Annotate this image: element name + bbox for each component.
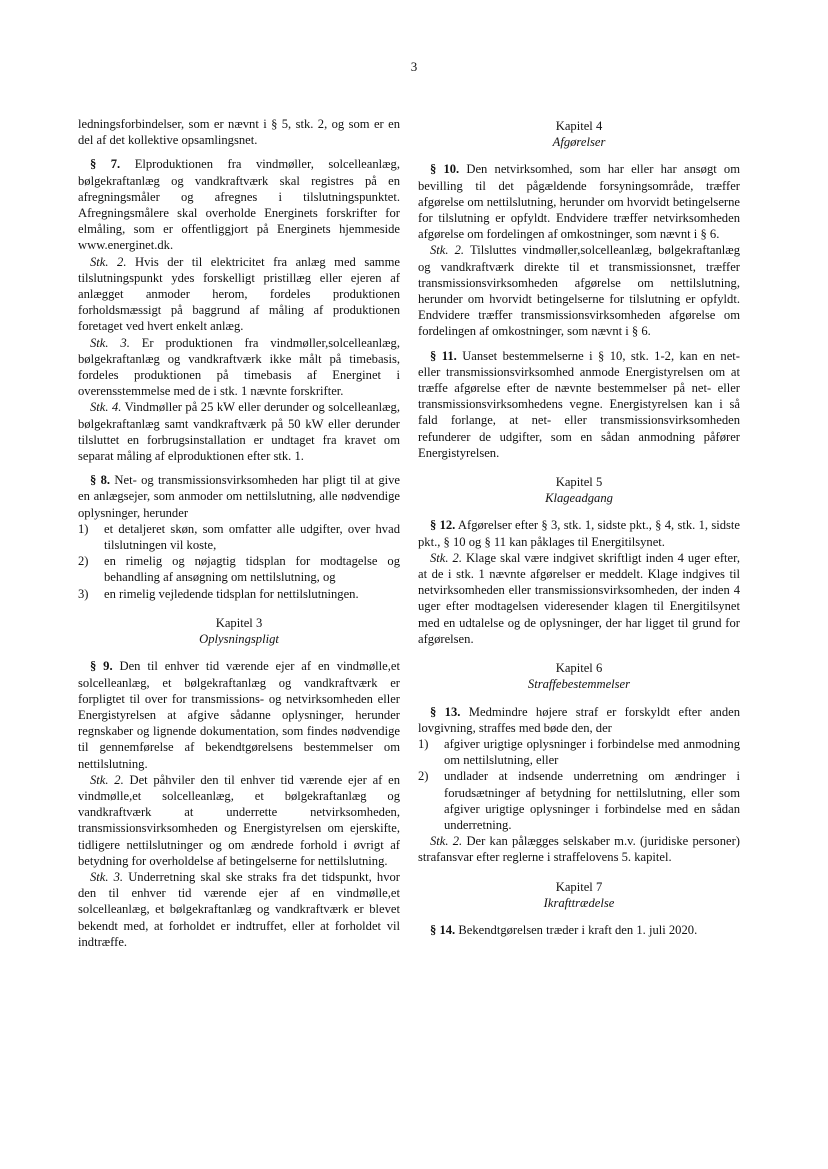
section-13-mark: § 13. — [430, 704, 461, 719]
section-7-stk-2 — [78, 254, 400, 335]
stk-label: Stk. 4. — [90, 400, 122, 415]
stk-text: Klage skal være indgivet skriftligt inden 4 uger efter, at de i stk. 1 nævnte afgørelser er meddelt. Klage indgives til netvirksomheden eller transmissionsvirksomheden, der inden 4 uger efter modtagelsen videresender klagen til Energitilsynet med en udtalelse og de oplysninger, der har ligget til grund for afgørelsen. — [418, 550, 740, 646]
chapter-5-title: Klageadgang — [545, 491, 613, 506]
section-8-text: Net- og transmissionsvirksomheden har pligt til at give en anlægsejer, som anmoder om nettilslutning, alle nødvendige oplysninger, herunder — [78, 473, 401, 520]
section-9-text: Den til enhver tid værende ejer af en vindmølle,et solcelleanlæg, et bølgekraftanlæg og vandkraftværk er forpligtet til over for transmissions- og netvirksomheden eller Energistyrelsen at afgive sådanne oplysninger, herunder regnskaber og lignende dokumentation, som findes nødvendige til gennemførelse af bekendtgørelsens bestemmelser om nettilslutning. — [78, 659, 400, 771]
section-12 — [418, 517, 740, 549]
chapter-3-title: Oplysningspligt — [199, 632, 279, 647]
list-item — [78, 521, 400, 553]
section-13-text: Medmindre højere straf er forskyldt efter anden lovgivning, straffes med bøde den, der — [418, 704, 741, 735]
section-12-mark: § 12. — [430, 518, 456, 533]
section-7 — [78, 156, 400, 253]
section-14-text: Bekendtgørelsen træder i kraft den 1. juli 2020. — [458, 922, 698, 937]
stk-text: Det påhviler den til enhver tid værende ejer af en vindmølle,et solcelleanlæg, et bølgekraftanlæg og vandkraftværk at underrette netvirksomheden, transmissionsvirksomheden og Energistyrelsen om ejerskifte, tidligere nettilslutninger og om ændrede forhold i øvrigt af betydning for overholdelse af betingelserne for nettilslutning. — [78, 772, 400, 868]
chapter-6-title: Straffebestemmelser — [527, 677, 631, 692]
list-text: en rimelig og nøjagtig tidsplan for modtagelse og behandling af ansøgning om nettilslutning, og — [104, 554, 400, 585]
section-11-mark: § 11. — [430, 348, 457, 363]
list-number: 3) — [78, 586, 89, 601]
list-number: 1) — [78, 521, 89, 536]
stk-text: Tilsluttes vindmøller,solcelleanlæg, bølgekraftanlæg og vandkraftværk direkte til et transmissionsnet, træffer transmissionsvirksomheden afgørelse om nettilslutning, herunder om hvorvidt betingelserne for tilslutning er opfyldt. Endvidere træffer transmissionsvirksomheden afgørelse om fordelingen af omkostninger, som nævnt i § 6. — [418, 243, 741, 339]
section-12-stk-2 — [418, 550, 740, 647]
left-column — [78, 116, 400, 950]
list-item — [78, 586, 400, 602]
section-13-stk-2 — [418, 833, 740, 865]
section-14 — [418, 922, 740, 938]
list-text: et detaljeret skøn, som omfatter alle udgifter, over hvad tilslutningen vil koste, — [104, 521, 400, 553]
section-9-stk-3 — [78, 869, 400, 950]
intro-continuation: ledningsforbindelser, som er nævnt i § 5, stk. 2, og som er en del af det kollektive opsamlingsnet. — [78, 117, 400, 148]
section-8 — [78, 472, 400, 521]
section-10-text: Den netvirksomhed, som har eller har ansøgt om bevilling til det pågældende forsyningsområde, træffer afgørelse om nettilslutning, herunder om hvorvidt betingelserne for tilslutning er opfyldt. Endvidere træffer netvirksomheden afgørelse om fordelingen af omkostninger, som nævnt i § 6. — [418, 162, 740, 242]
chapter-7-title: Ikrafttrædelse — [543, 895, 615, 910]
page-number: 3 — [410, 59, 418, 74]
stk-label: Stk. 3. — [90, 335, 130, 350]
section-8-list — [78, 521, 400, 602]
chapter-4-title: Afgørelser — [552, 135, 606, 150]
stk-text: Der kan pålægges selskaber m.v. (juridiske personer) strafansvar efter reglerne i straffelovens 5. kapitel. — [418, 834, 740, 865]
stk-label: Stk. 2. — [90, 772, 124, 787]
section-13 — [418, 704, 740, 736]
section-12-text: Afgørelser efter § 3, stk. 1, sidste pkt., § 4, stk. 1, sidste pkt., § 10 og § 11 kan påklages til Energitilsynet. — [418, 518, 740, 549]
stk-label: Stk. 2. — [90, 254, 127, 269]
stk-label: Stk. 2. — [430, 834, 463, 849]
chapter-3-label: Kapitel 3 — [215, 615, 263, 630]
chapter-4-label: Kapitel 4 — [555, 119, 603, 133]
section-10 — [418, 161, 740, 242]
section-11-text: Uanset bestemmelserne i § 10, stk. 1-2, kan en net- eller transmissionsvirksomhed anmode Energistyrelsen om at træffe afgørelse efter de nævnte bestemmelser på net- eller transmissionsvirksomhedens vegne. Energistyrelsen kan i så fald forlange, at net- eller transmissionsvirksomheden refunderer de udgifter, som en sådan anmodning påfører Energistyrelsen. — [418, 348, 740, 460]
stk-text: Vindmøller på 25 kW eller derunder og solcelleanlæg, bølgekraftanlæg samt vandkraftværk på 50 kW eller derunder tilsluttet en forbrugsinstallation er undtaget fra kravet om separat måling af elproduktionen efter stk. 1. — [78, 400, 400, 464]
list-text: undlader at indsende underretning om ændringer i forudsætninger af betydning for nettilslutning, eller som afgiver urigtige oplysninger i forbindelse med en sådan underretning. — [444, 769, 740, 832]
list-text: afgiver urigtige oplysninger i forbindelse med anmodning om nettilslutning, eller — [444, 736, 740, 768]
stk-label: Stk. 3. — [90, 869, 124, 884]
section-7-stk-4 — [78, 399, 400, 464]
stk-text: Underretning skal ske straks fra det tidspunkt, hvor den til enhver tid værende ejer af en vindmølle,et solcelleanlæg, et bølgekraftanlæg og vandkraftværk er blevet bekendt med, at forholdet er indtruffet, eller at forholdet vil indtræffe. — [78, 869, 400, 949]
section-9-mark: § 9. — [90, 659, 113, 674]
section-10-mark: § 10. — [430, 162, 460, 177]
section-13-list — [418, 736, 740, 833]
chapter-6-label: Kapitel 6 — [555, 661, 603, 676]
list-number: 2) — [78, 554, 89, 569]
section-7-stk-3 — [78, 335, 400, 400]
section-11 — [418, 348, 740, 461]
list-number: 2) — [418, 769, 429, 784]
section-7-mark: § 7. — [90, 157, 121, 172]
stk-text: Hvis der til elektricitet fra anlæg med samme tilslutningspunkt ydes forskelligt pristillæg eller ejeren af anlægget anmoder herom, fordeles produktionen forholdsmæssigt på baggrund af måling af produktionen foretaget ved hvert enkelt anlæg. — [78, 254, 400, 334]
section-9-stk-2 — [78, 772, 400, 869]
list-item — [418, 768, 740, 833]
section-8-mark: § 8. — [90, 473, 111, 488]
stk-label: Stk. 2. — [430, 550, 462, 565]
list-item — [418, 736, 740, 768]
list-text: en rimelig vejledende tidsplan for nettilslutningen. — [104, 586, 359, 601]
chapter-5-label: Kapitel 5 — [555, 475, 603, 490]
list-number: 1) — [418, 736, 429, 751]
section-9 — [78, 658, 400, 771]
section-10-stk-2 — [418, 242, 740, 339]
list-item — [78, 553, 400, 585]
section-7-text: Elproduktionen fra vindmøller, solcelleanlæg, bølgekraftanlæg og vandkraftværk skal registres på en afregningsmåler og afregnes i tilslutningspunktet. Afregningsmålere skal overholde Energinets forskrifter for elmåling, som er offentliggjort på Energinets hjemmeside www.energinet.dk. — [78, 157, 401, 253]
stk-label: Stk. 2. — [430, 243, 465, 258]
stk-text: Er produktionen fra vindmøller,solcelleanlæg, bølgekraftanlæg og vandkraftværk ikke målt på timebasis, fordeles produktionen på timebasis af Energinet i overensstemmelse med de i stk. 1 nævnte forskrifter. — [78, 335, 400, 399]
section-14-mark: § 14. — [430, 922, 456, 937]
chapter-7-label: Kapitel 7 — [555, 879, 603, 894]
right-column — [418, 116, 740, 938]
